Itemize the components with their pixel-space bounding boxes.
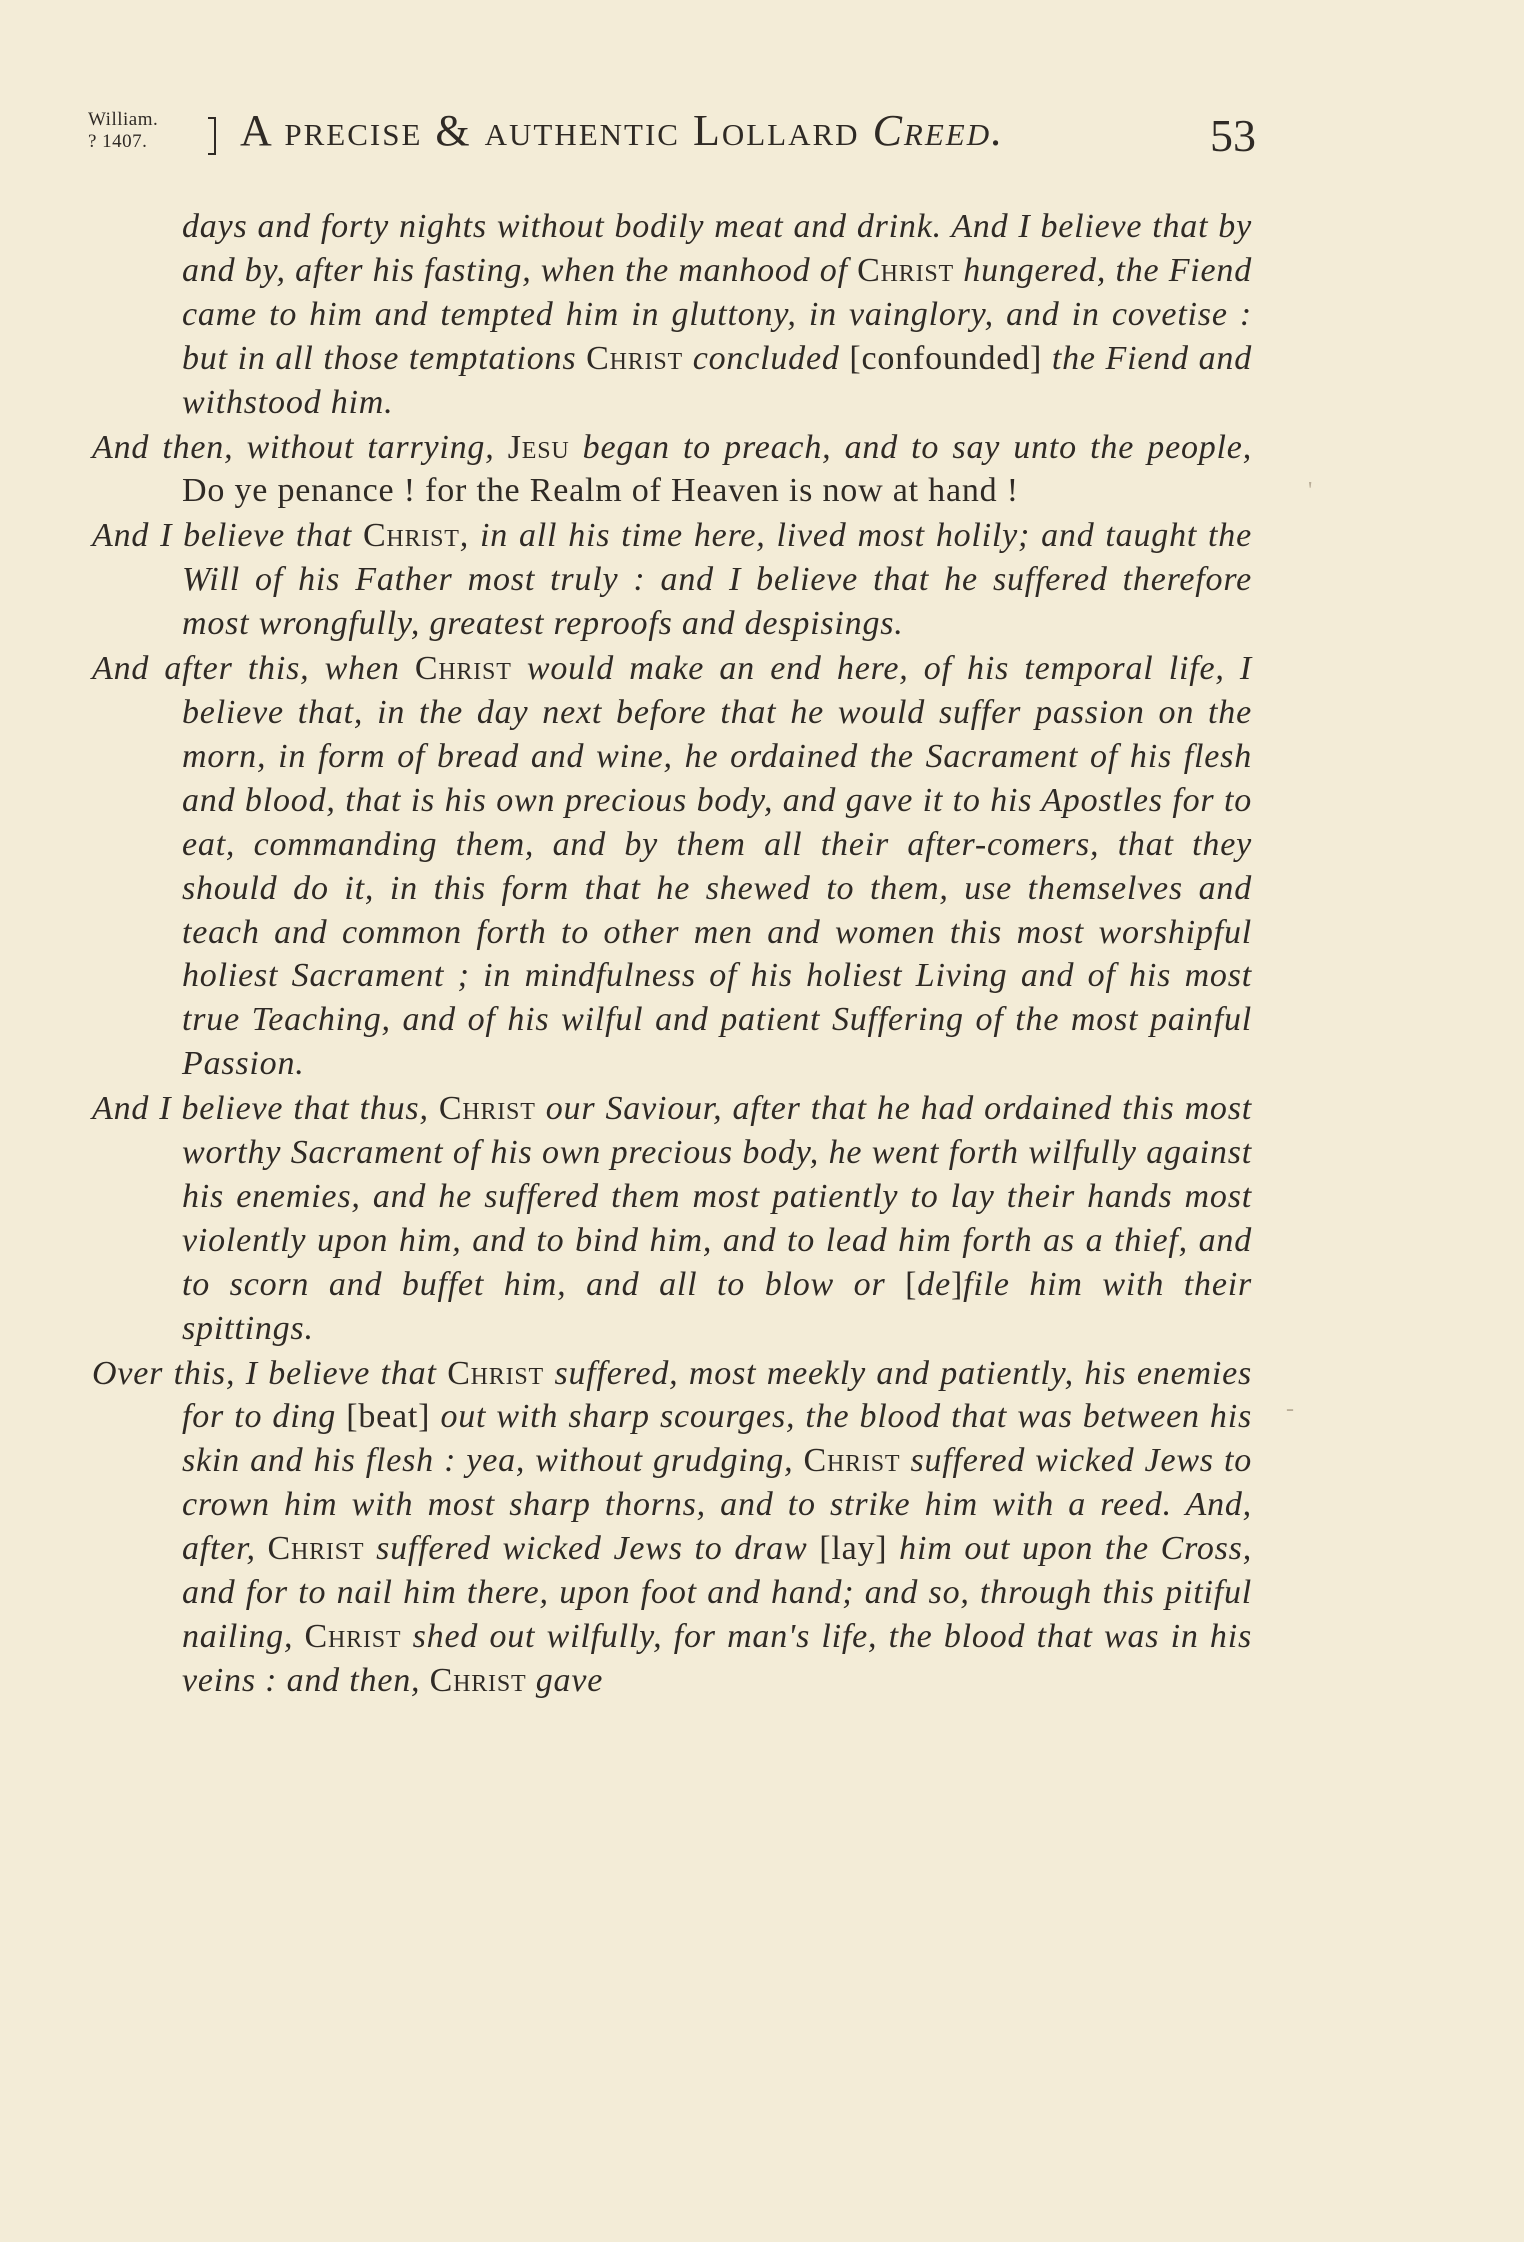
roman-run: [confounded] — [849, 339, 1043, 377]
small-caps-run: Christ — [586, 339, 683, 377]
italic-run: de — [917, 1265, 951, 1303]
italic-run: Over this, I believe that — [92, 1354, 448, 1392]
roman-run: [lay] — [819, 1530, 888, 1568]
paragraph — [92, 1352, 1252, 1703]
roman-run: [beat] — [346, 1398, 431, 1436]
running-title-part3: Creed. — [872, 106, 1005, 155]
margin-mark: ' — [1308, 478, 1313, 504]
small-caps-run: Christ — [429, 1661, 527, 1699]
italic-run: And I believe that — [92, 517, 363, 555]
italic-run: gave — [526, 1661, 604, 1699]
small-caps-run: Christ — [803, 1442, 901, 1480]
italic-run: began to preach, and to say unto the people, — [569, 428, 1252, 466]
running-title — [240, 105, 1004, 156]
margin-mark: - — [1286, 1396, 1294, 1422]
running-title-part2: Lollard — [692, 106, 873, 155]
roman-run: Do ye penance ! for the Realm of Heaven is now at hand ! — [182, 472, 1019, 510]
italic-run: And I believe that thus, — [92, 1090, 439, 1128]
italic-run: hungered, the Fiend came to him and tempted him in gluttony, in vainglory, and in covetise : but in all those temptations — [182, 251, 1252, 377]
paragraph — [92, 647, 1252, 1086]
italic-run: And after this, when — [92, 650, 415, 688]
italic-run: shed out wilfully, for man's life, the blood that was in his veins : and then, — [182, 1618, 1252, 1699]
sidenote-bracket — [208, 117, 216, 155]
italic-run: would make an end here, of his temporal life, I believe that, in the day next before that he would suffer passion on the morn, in form of bread and wine, he ordained the Sacrament of his flesh and blood, that is his own precious body, and gave it to his Apostles for to eat, commanding them, and by them all their after-comers, that they should do it, in this form that he shewed to them, use themselves and teach and common forth to other men and women this most worshipful holiest Sacrament ; in mindfulness of his holiest Living and of his most true Teaching, and of his wilful and patient Suffering of the most painful Passion. — [182, 650, 1252, 1083]
roman-run: ] — [950, 1265, 964, 1303]
italic-run: our Saviour, after that he had ordained this most worthy Sacrament of his own precious body, he went forth wilfully against his enemies, and he suffered them most patiently to lay their hands most violently upon him, and to bind him, and to lead him forth as a thief, and to scorn and buffet him, and all to blow or — [182, 1090, 1253, 1303]
small-caps-run: Christ — [304, 1618, 402, 1655]
small-caps-run: Christ — [267, 1530, 365, 1568]
paragraph — [92, 426, 1252, 514]
small-caps-run: Christ — [438, 1090, 536, 1128]
page-header — [88, 105, 1256, 175]
italic-run: , in all his time here, lived most holily; and taught the Will of his Father most truly : and I believe that he suffered therefore most wrongfully, greatest reproofs and despisings. — [182, 517, 1252, 643]
italic-run: him out upon the Cross, and for to nail him there, upon foot and hand; and so, through this pitiful nailing, — [182, 1530, 1253, 1655]
sidenote-date: ? 1407. — [88, 131, 148, 152]
margin-sidenote — [88, 109, 218, 153]
paragraph — [92, 1087, 1252, 1350]
small-caps-run: Christ — [414, 650, 512, 688]
italic-run: suffered wicked Jews to crown him with most sharp thorns, and to strike him with a reed. And, after, — [182, 1442, 1252, 1568]
running-title-part1: A precise & authentic — [240, 106, 693, 155]
paragraph — [92, 514, 1252, 646]
italic-run: And then, without tarrying, — [92, 428, 508, 466]
small-caps-run: Christ — [447, 1354, 545, 1392]
italic-run: concluded — [682, 339, 850, 377]
body-text — [92, 205, 1252, 1704]
italic-run: file him with their spittings. — [182, 1265, 1253, 1347]
small-caps-run: Christ — [362, 517, 460, 555]
small-caps-run: Jesu — [507, 428, 570, 466]
roman-run: [ — [905, 1265, 918, 1303]
italic-run: suffered wicked Jews to draw — [364, 1530, 820, 1568]
italic-run: out with sharp scourges, the blood that was between his skin and his flesh : yea, without grudging, — [182, 1398, 1252, 1480]
italic-run: suffered, most meekly and patiently, his enemies for to ding — [182, 1354, 1252, 1436]
italic-run: days and forty nights without bodily meat and drink. And I believe that by and by, after his fasting, when the manhood of — [182, 208, 1252, 289]
italic-run: the Fiend and withstood him. — [182, 339, 1252, 421]
page-number: 53 — [1210, 110, 1256, 161]
sidenote-author: William. — [88, 109, 159, 130]
small-caps-run: Christ — [857, 251, 954, 289]
paragraph — [92, 205, 1252, 425]
